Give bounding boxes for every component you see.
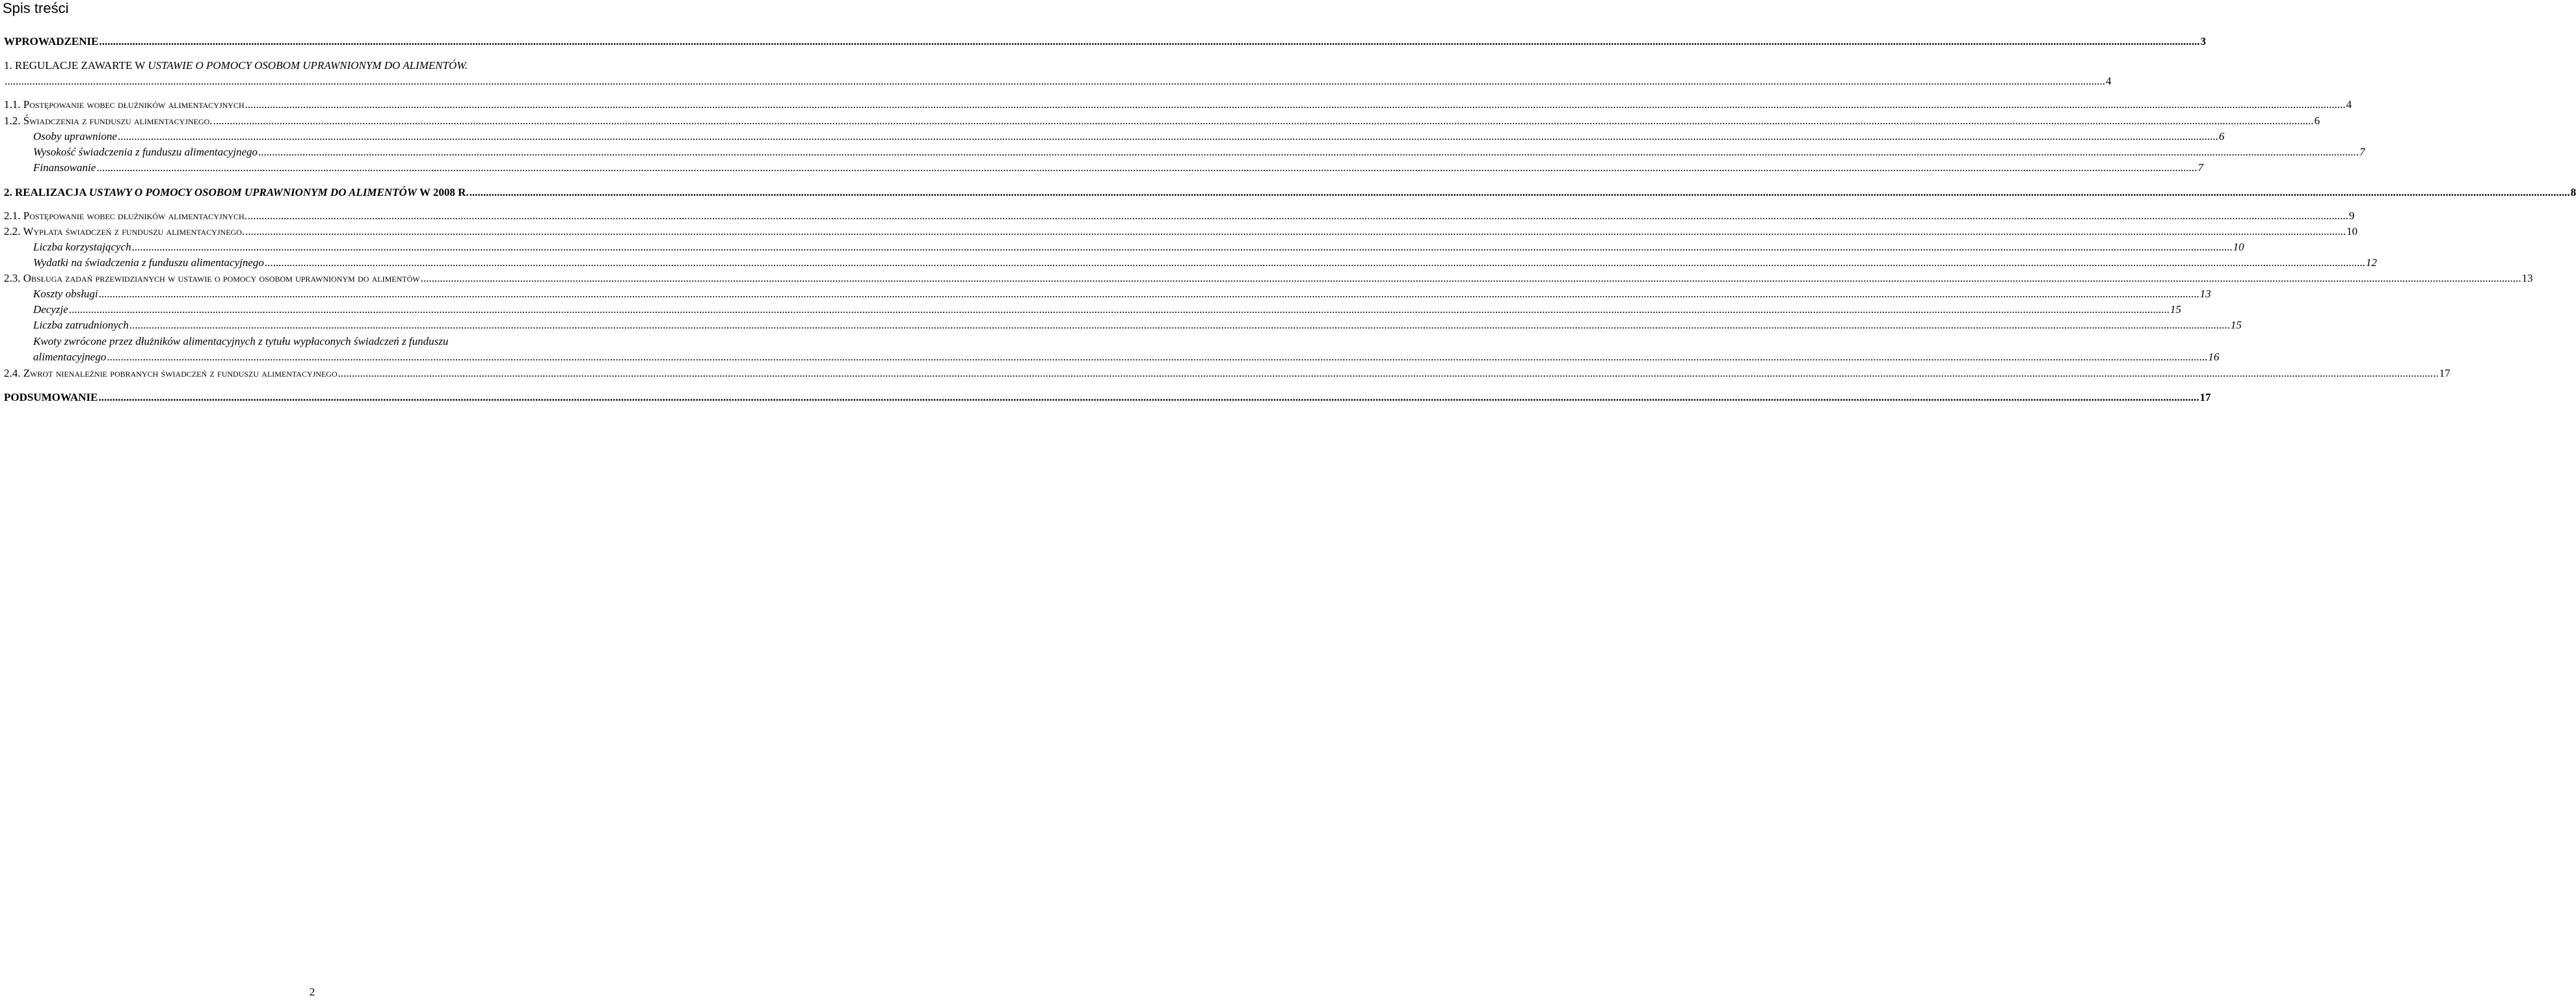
toc-entry-text: Kwoty zwrócone przez dłużników alimentacyjnych z tytułu wypłaconych świadczeń z funduszu [33, 335, 449, 347]
toc-entry-text: 2.1. Postępowanie wobec dłużników alimentacyjnych. [4, 209, 247, 222]
toc-entry[interactable] [4, 97, 2352, 113]
toc-page-number: 9 [2348, 209, 2355, 222]
toc-page-number: 3 [2200, 35, 2206, 47]
toc-entry[interactable] [33, 160, 2203, 176]
toc-leader-dots: ........................................................................................................................................................................................................................................................................................................................................................................................................................................................................................................................................................................................................................................................................................................................................................................................ [264, 256, 2365, 269]
toc-entry[interactable] [4, 208, 2355, 224]
toc-entry[interactable] [33, 286, 2211, 302]
toc-page-number: 7 [2359, 146, 2365, 158]
toc-entry-text: 1.2. Świadczenia z funduszu alimentacyjnego. [4, 115, 213, 127]
toc-entry[interactable] [4, 185, 2576, 200]
toc-entry[interactable] [33, 239, 2244, 255]
toc-entry-text: Liczba zatrudnionych [33, 319, 129, 331]
toc-entry-text: 2.4. Zwrot nienależnie pobranych świadczeń z funduszu alimentacyjnego [4, 367, 338, 379]
toc-entry-text: Decyzje [33, 303, 68, 316]
toc-leader-dots: ........................................................................................................................................................................................................................................................................................................................................................................................................................................................................................................................................................................................................................................................................................................................................................................................ [96, 161, 2198, 174]
toc-leader-dots: ........................................................................................................................................................................................................................................................................................................................................................................................................................................................................................................................................................................................................................................................................................................................................................................................ [98, 391, 2199, 403]
toc-page-number: 17 [2439, 367, 2450, 379]
toc-leader-dots: ........................................................................................................................................................................................................................................................................................................................................................................................................................................................................................................................................................................................................................................................................................................................................................................................ [5, 75, 2105, 87]
toc-leader-dots: ........................................................................................................................................................................................................................................................................................................................................................................................................................................................................................................................................................................................................................................................................................................................................................................................ [68, 303, 2170, 316]
toc-entry-continuation[interactable] [4, 74, 2112, 89]
toc-entry-text: 1. REGULACJE ZAWARTE W [4, 59, 148, 72]
toc-entry[interactable] [4, 58, 622, 74]
toc-entry[interactable] [33, 129, 2225, 144]
toc-leader-dots: ........................................................................................................................................................................................................................................................................................................................................................................................................................................................................................................................................................................................................................................................................................................................................................................................ [98, 288, 2199, 300]
toc-page-number: 4 [2106, 75, 2112, 87]
toc-entry-text: Liczba korzystających [33, 241, 131, 253]
toc-page-number: 10 [2233, 241, 2244, 253]
toc-entry-text: WPROWADZENIE [4, 35, 99, 47]
toc-leader-dots: ........................................................................................................................................................................................................................................................................................................................................................................................................................................................................................................................................................................................................................................................................................................................................................................................ [247, 209, 2348, 222]
toc-entry[interactable] [4, 366, 2450, 381]
toc-page-number: 7 [2198, 161, 2203, 174]
toc-leader-dots: ........................................................................................................................................................................................................................................................................................................................................................................................................................................................................................................................................................................................................................................................................................................................................................................................ [129, 319, 2230, 331]
toc-leader-dots: ........................................................................................................................................................................................................................................................................................................................................................................................................................................................................................................................................................................................................................................................................................................................................................................................ [258, 146, 2359, 158]
toc-page-number: 10 [2346, 225, 2358, 237]
toc-entry-text-part: W 2008 R. [416, 186, 469, 198]
toc-entry-text-italic: USTAWIE O POMOCY OSOBOM UPRAWNIONYM DO ALIMENTÓW. [148, 59, 468, 72]
toc-entry[interactable] [33, 255, 2377, 271]
toc-page-number: 15 [2170, 303, 2181, 316]
toc-entry-text: PODSUMOWANIE [4, 391, 98, 403]
toc-leader-dots: ........................................................................................................................................................................................................................................................................................................................................................................................................................................................................................................................................................................................................................................................................................................................................................................................ [99, 35, 2200, 47]
toc-entry[interactable] [4, 224, 2358, 239]
toc-entry[interactable] [33, 144, 2365, 160]
toc-entry-text: Osoby uprawnione [33, 130, 117, 142]
toc-entry[interactable] [4, 34, 2206, 49]
toc-leader-dots: ........................................................................................................................................................................................................................................................................................................................................................................................................................................................................................................................................................................................................................................................................................................................................................................................ [107, 351, 2208, 363]
toc-entry-text: Finansowanie [33, 161, 96, 174]
toc-entry-text: Wydatki na świadczenia z funduszu alimentacyjnego [33, 256, 264, 269]
toc-leader-dots: ........................................................................................................................................................................................................................................................................................................................................................................................................................................................................................................................................................................................................................................................................................................................................................................................ [469, 186, 2570, 198]
toc-leader-dots: ........................................................................................................................................................................................................................................................................................................................................................................................................................................................................................................................................................................................................................................................................................................................................................................................ [131, 241, 2233, 253]
toc-page-number: 6 [2218, 130, 2225, 142]
toc-entry-text: Wysokość świadczenia z funduszu alimentacyjnego [33, 146, 258, 158]
toc-entry[interactable] [4, 390, 2211, 405]
toc-entry-text-part: 2. REALIZACJA [4, 186, 89, 198]
toc-title: Spis treści [3, 0, 69, 16]
toc-page-number: 16 [2208, 351, 2220, 363]
toc-page-number: 6 [2314, 115, 2320, 127]
toc-page-number: 8 [2570, 186, 2576, 198]
toc-entry-continuation[interactable] [33, 349, 2220, 365]
toc-page-number: 17 [2199, 391, 2211, 403]
toc-entry[interactable] [33, 334, 622, 349]
toc-entry-text-italic: USTAWY O POMOCY OSOBOM UPRAWNIONYM DO ALIMENTÓW [88, 186, 417, 198]
toc-leader-dots: ........................................................................................................................................................................................................................................................................................................................................................................................................................................................................................................................................................................................................................................................................................................................................................................................ [245, 225, 2346, 237]
toc-entry[interactable] [4, 113, 2320, 129]
toc-leader-dots: ........................................................................................................................................................................................................................................................................................................................................................................................................................................................................................................................................................................................................................................................................................................................................................................................ [245, 98, 2346, 111]
toc-entry-text: 2.3. Obsługa zadań przewidzianych w ustawie o pomocy osobom uprawnionym do alimentów [4, 272, 420, 284]
page-number: 2 [309, 986, 315, 998]
toc-leader-dots: ........................................................................................................................................................................................................................................................................................................................................................................................................................................................................................................................................................................................................................................................................................................................................................................................ [338, 367, 2439, 379]
toc-entry-text: alimentacyjnego [33, 351, 107, 363]
toc-page-number: 12 [2365, 256, 2377, 269]
toc-entry-text [4, 185, 469, 200]
toc-entry-text: 1.1. Postępowanie wobec dłużników alimentacyjnych [4, 98, 245, 111]
toc-entry-text: Koszty obsługi [33, 288, 98, 300]
toc-entry[interactable] [33, 318, 2242, 333]
toc-entry-text: 2.2. Wypłata świadczeń z funduszu alimentacyjnego. [4, 225, 245, 237]
toc-leader-dots: ........................................................................................................................................................................................................................................................................................................................................................................................................................................................................................................................................................................................................................................................................................................................................................................................ [420, 272, 2521, 284]
toc-entry[interactable] [4, 271, 2533, 286]
toc-leader-dots: ........................................................................................................................................................................................................................................................................................................................................................................................................................................................................................................................................................................................................................................................................................................................................................................................ [117, 130, 2218, 142]
toc-page-number: 13 [2199, 288, 2211, 300]
toc-page-number: 15 [2230, 319, 2242, 331]
toc-page-number: 13 [2521, 272, 2533, 284]
toc-page-number: 4 [2346, 98, 2352, 111]
toc-entry[interactable] [33, 302, 2181, 318]
toc-leader-dots: ........................................................................................................................................................................................................................................................................................................................................................................................................................................................................................................................................................................................................................................................................................................................................................................................ [213, 115, 2314, 127]
